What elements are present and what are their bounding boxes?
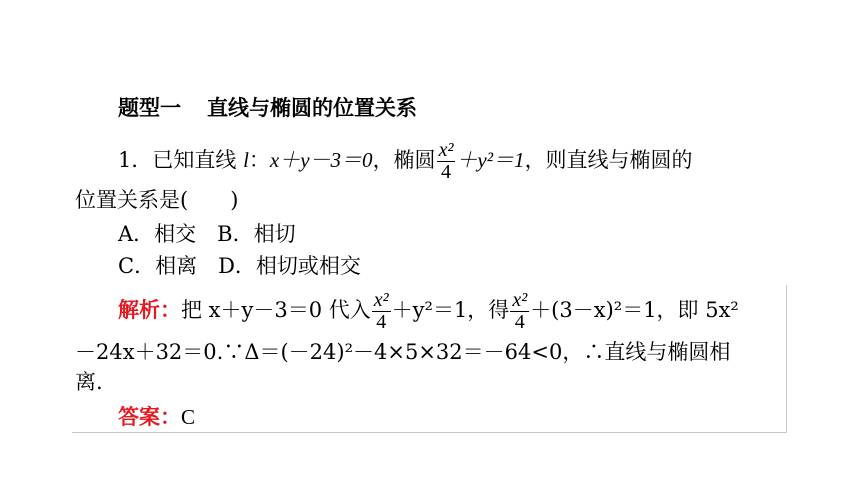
option-line-cd: C．相离 D．相切或相交	[118, 254, 361, 278]
question-number: 1．	[118, 148, 153, 172]
question-text-c: ，椭圆	[372, 148, 436, 172]
question-line-1	[118, 140, 693, 183]
answer-value: C	[181, 405, 196, 429]
answer-label: 答案：	[118, 404, 181, 429]
question-text-e: ，则直线与椭圆的	[524, 148, 693, 172]
solution-line-3: 离.	[75, 370, 103, 394]
fraction-denominator: 4	[514, 311, 525, 333]
section-title	[118, 98, 417, 119]
ellipse-fraction	[437, 140, 456, 183]
question-text-a: 已知直线	[152, 148, 244, 172]
question-line-2: 位置关系是( )	[75, 188, 239, 212]
var-l: l	[243, 148, 249, 172]
solution-part3: ＋(3－x)²＝1，即 5x²	[530, 298, 739, 322]
fraction-numerator: x²	[438, 139, 454, 161]
fraction-numerator: x²	[373, 289, 389, 311]
fraction-denominator: 4	[441, 161, 451, 183]
solution-line-1	[118, 290, 739, 333]
line-equation: x＋y－3＝0	[269, 148, 373, 172]
solution-line-2: －24x＋32＝0.∵Δ＝(－24)²－4×5×32＝－64<0，∴直线与椭圆相	[75, 340, 731, 364]
section-title-part2: 直线与椭圆的位置关系	[207, 96, 417, 120]
question-text-b: ：	[248, 148, 270, 172]
fraction-denominator: 4	[376, 311, 387, 333]
answer-line	[118, 406, 195, 428]
solution-part1: 把 x＋y－3＝0 代入	[181, 298, 371, 322]
solution-label: 解析：	[118, 297, 181, 322]
ellipse-equation-rest: ＋y²＝1	[456, 148, 525, 172]
section-title-part1: 题型一	[118, 96, 181, 120]
fraction-numerator: x²	[512, 289, 528, 311]
option-line-ab: A．相交 B．相切	[118, 222, 296, 246]
solution-fraction-1	[372, 290, 391, 333]
solution-part2: ＋y²＝1，得	[391, 298, 510, 322]
solution-fraction-2	[510, 290, 529, 333]
